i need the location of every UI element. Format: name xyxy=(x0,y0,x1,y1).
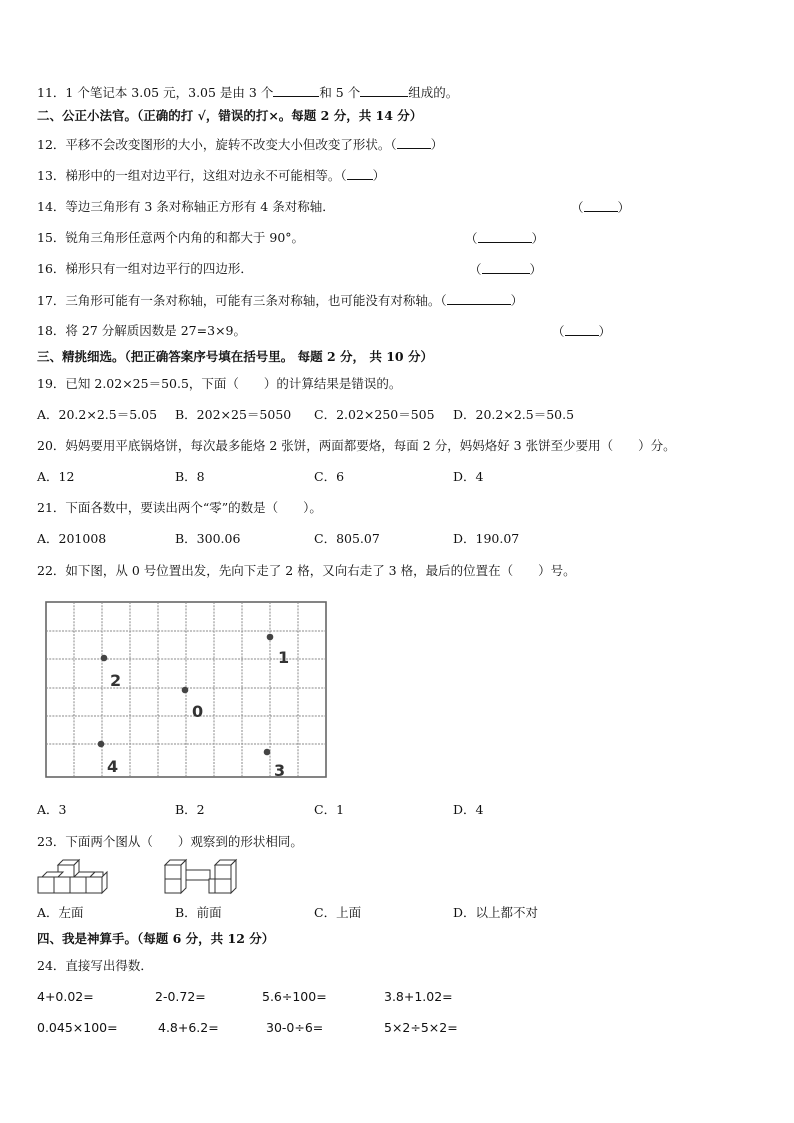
answer-blank[interactable] xyxy=(584,199,618,212)
question-23: 23．下面两个图从（ ）观察到的形状相同。 xyxy=(37,834,303,849)
question-17: 17．三角形可能有一条对称轴，可能有三条对称轴，也可能没有对称轴。（ ） xyxy=(37,293,524,308)
calc-item: 5.6÷100= xyxy=(262,989,327,1004)
grid-point-1 xyxy=(267,634,274,641)
calc-item: 4.8+6.2= xyxy=(158,1020,219,1035)
position-grid-figure xyxy=(42,599,330,781)
grid-label-3: 3 xyxy=(274,761,286,780)
option-c[interactable]: C．6 xyxy=(314,469,345,484)
option-a[interactable]: A．201008 xyxy=(37,531,107,546)
grid-point-3 xyxy=(264,749,271,756)
option-b[interactable]: B．2 xyxy=(175,802,205,817)
answer-blank[interactable] xyxy=(447,292,511,305)
option-b[interactable]: B．202×25＝5050 xyxy=(175,407,292,422)
question-14: 14．等边三角形有 3 条对称轴正方形有 4 条对称轴． xyxy=(37,199,335,214)
grid-point-2 xyxy=(101,655,108,662)
calc-item: 0.045×100= xyxy=(37,1020,118,1035)
question-24: 24．直接写出得数． xyxy=(37,958,153,973)
answer-blank[interactable] xyxy=(482,261,530,274)
option-a[interactable]: A．3 xyxy=(37,802,67,817)
answer-blank[interactable] xyxy=(347,167,373,180)
answer-parenthesis: （ ） xyxy=(465,231,545,246)
option-b[interactable]: B．8 xyxy=(175,469,205,484)
grid-point-0 xyxy=(182,687,189,694)
question-13: 13．梯形中的一组对边平行，这组对边永不可能相等。（ ） xyxy=(37,168,386,183)
option-c[interactable]: C．上面 xyxy=(314,905,362,920)
grid-point-4 xyxy=(98,741,105,748)
answer-parenthesis: （ ） xyxy=(552,324,612,339)
question-19: 19．已知 2.02×25＝50.5，下面（ ）的计算结果是错误的。 xyxy=(37,376,402,391)
question-18: 18．将 27 分解质因数是 27=3×9。 xyxy=(37,323,246,338)
question-15: 15．锐角三角形任意两个内角的和都大于 90°。 xyxy=(37,230,305,245)
calc-item: 30-0÷6= xyxy=(266,1020,324,1035)
option-a[interactable]: A．20.2×2.5＝5.05 xyxy=(37,407,158,422)
question-21: 21．下面各数中，要读出两个“零”的数是（ ）。 xyxy=(37,500,322,515)
option-c[interactable]: C．2.02×250＝505 xyxy=(314,407,435,422)
grid-label-2: 2 xyxy=(110,671,122,690)
section-4-title: 四、我是神算手。（每题 6 分，共 12 分） xyxy=(37,931,275,946)
calc-item: 3.8+1.02= xyxy=(384,989,453,1004)
section-3-title: 三、精挑细选。（把正确答案序号填在括号里。 每题 2 分， 共 10 分） xyxy=(37,349,433,364)
question-11: 11．1 个笔记本 3.05 元，3.05 是由 3 个 和 5 个 组成的。 xyxy=(37,85,459,100)
option-d[interactable]: D．190.07 xyxy=(453,531,520,546)
cube-figure-right xyxy=(163,857,239,895)
grid-label-4: 4 xyxy=(107,757,119,776)
grid-label-0: 0 xyxy=(192,702,204,721)
calc-item: 5×2÷5×2= xyxy=(384,1020,458,1035)
answer-blank[interactable] xyxy=(360,84,408,97)
question-16: 16．梯形只有一组对边平行的四边形． xyxy=(37,261,253,276)
option-b[interactable]: B．300.06 xyxy=(175,531,241,546)
option-a[interactable]: A．左面 xyxy=(37,905,84,920)
section-2-title: 二、公正小法官。（正确的打 √，错误的打×。每题 2 分，共 14 分） xyxy=(37,108,423,123)
option-d[interactable]: D．20.2×2.5＝50.5 xyxy=(453,407,575,422)
question-22: 22．如下图，从 0 号位置出发，先向下走了 2 格，又向右走了 3 格，最后的位置在（ ）号。 xyxy=(37,563,576,578)
option-c[interactable]: C．805.07 xyxy=(314,531,380,546)
answer-blank[interactable] xyxy=(273,84,319,97)
calc-item: 2-0.72= xyxy=(155,989,206,1004)
answer-blank[interactable] xyxy=(397,136,431,149)
cube-figure-left xyxy=(36,857,108,895)
option-d[interactable]: D．4 xyxy=(453,469,484,484)
question-12: 12．平移不会改变图形的大小，旋转不改变大小但改变了形状。（ ） xyxy=(37,137,444,152)
answer-parenthesis: （ ） xyxy=(571,200,631,215)
answer-blank[interactable] xyxy=(565,323,599,336)
option-c[interactable]: C．1 xyxy=(314,802,345,817)
answer-blank[interactable] xyxy=(478,230,532,243)
question-20: 20．妈妈要用平底锅烙饼，每次最多能烙 2 张饼，两面都要烙，每面 2 分，妈妈烙好 3 张饼至少要用（ ）分。 xyxy=(37,438,676,453)
option-d[interactable]: D．4 xyxy=(453,802,484,817)
grid-label-1: 1 xyxy=(278,648,290,667)
calc-item: 4+0.02= xyxy=(37,989,94,1004)
option-a[interactable]: A．12 xyxy=(37,469,75,484)
option-d[interactable]: D．以上都不对 xyxy=(453,905,539,920)
answer-parenthesis: （ ） xyxy=(469,262,543,277)
option-b[interactable]: B．前面 xyxy=(175,905,222,920)
